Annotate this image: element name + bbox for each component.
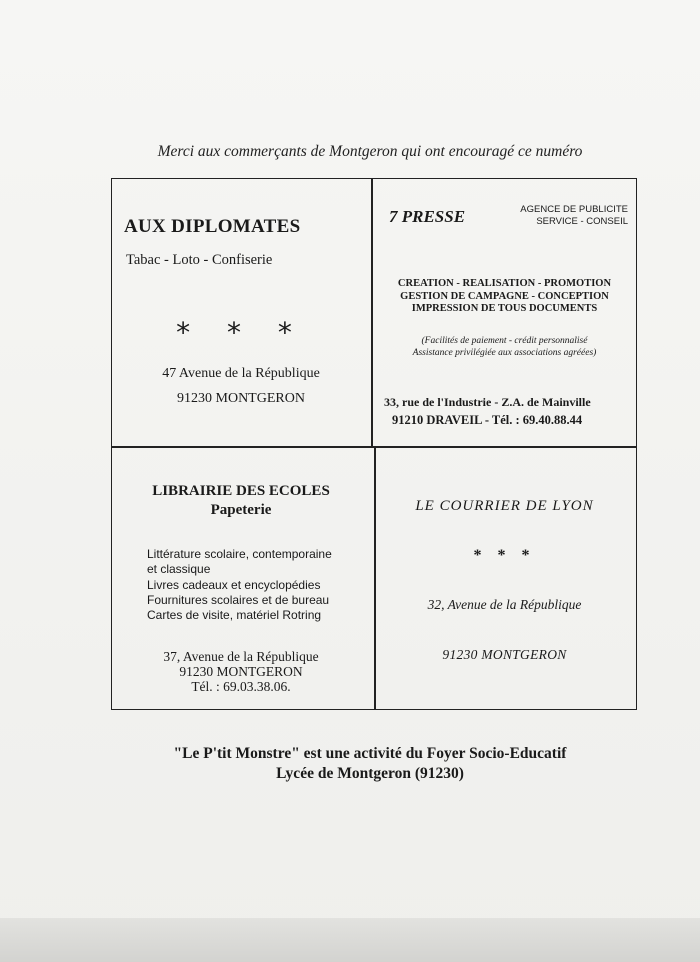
- presse-service-line: IMPRESSION DE TOUS DOCUMENTS: [411, 303, 598, 314]
- presse-note-line: (Facilités de paiement - crédit personnalisé: [421, 336, 588, 346]
- lyon-address: 32, Avenue de la République: [427, 597, 582, 612]
- presse-note: [372, 335, 637, 359]
- diplomates-title: AUX DIPLOMATES: [124, 216, 301, 237]
- divider: [374, 446, 376, 710]
- diplomates-ornament: * * *: [176, 316, 306, 349]
- footer-line: "Le P'tit Monstre" est une activité du Foyer Socio-Educatif: [173, 745, 567, 762]
- librairie-item: Livres cadeaux et encyclopédies: [147, 577, 321, 592]
- presse-title: 7 PRESSE: [389, 207, 466, 226]
- librairie-title: LIBRAIRIE DES ECOLES: [152, 483, 330, 499]
- divider: [111, 446, 637, 448]
- lyon-ornament: * * *: [473, 547, 536, 564]
- footer-line: Lycée de Montgeron (91230): [276, 765, 464, 782]
- lyon-city: 91230 MONTGERON: [442, 647, 567, 662]
- librairie-city: 91230 MONTGERON: [179, 664, 303, 679]
- presse-service-line: GESTION DE CAMPAGNE - CONCEPTION: [400, 290, 609, 302]
- librairie-address: 37, Avenue de la République: [163, 649, 319, 664]
- presse-city: 91210 DRAVEIL - Tél. : 69.40.88.44: [392, 413, 583, 427]
- presse-agency: [508, 204, 628, 228]
- librairie-item: Cartes de visite, matériel Rotring: [147, 608, 322, 623]
- presse-services: [372, 278, 637, 316]
- lyon-title: LE COURRIER DE LYON: [415, 498, 594, 514]
- diplomates-address: 47 Avenue de la République: [162, 366, 320, 381]
- librairie-items: [147, 547, 332, 623]
- presse-agency-line: AGENCE DE PUBLICITE: [520, 204, 628, 215]
- diplomates-subtitle: Tabac - Loto - Confiserie: [126, 252, 273, 268]
- librairie-item: Littérature scolaire, contemporaine: [147, 547, 332, 561]
- librairie-item: et classique: [147, 562, 211, 577]
- headline: Merci aux commerçants de Montgeron qui ont encouragé ce numéro: [157, 143, 583, 160]
- presse-agency-line: SERVICE - CONSEIL: [536, 216, 628, 227]
- presse-address: 33, rue de l'Industrie - Z.A. de Mainville: [384, 395, 591, 409]
- librairie-phone: Tél. : 69.03.38.06.: [191, 679, 291, 694]
- presse-note-line: Assistance privilégiée aux associations agréées): [412, 348, 597, 358]
- librairie-subtitle: Papeterie: [210, 502, 272, 518]
- diplomates-city: 91230 MONTGERON: [177, 391, 305, 406]
- librairie-contact: [111, 649, 371, 694]
- scan-edge: [0, 918, 700, 962]
- presse-service-line: CREATION - REALISATION - PROMOTION: [397, 278, 612, 289]
- librairie-item: Fournitures scolaires et de bureau: [147, 592, 330, 607]
